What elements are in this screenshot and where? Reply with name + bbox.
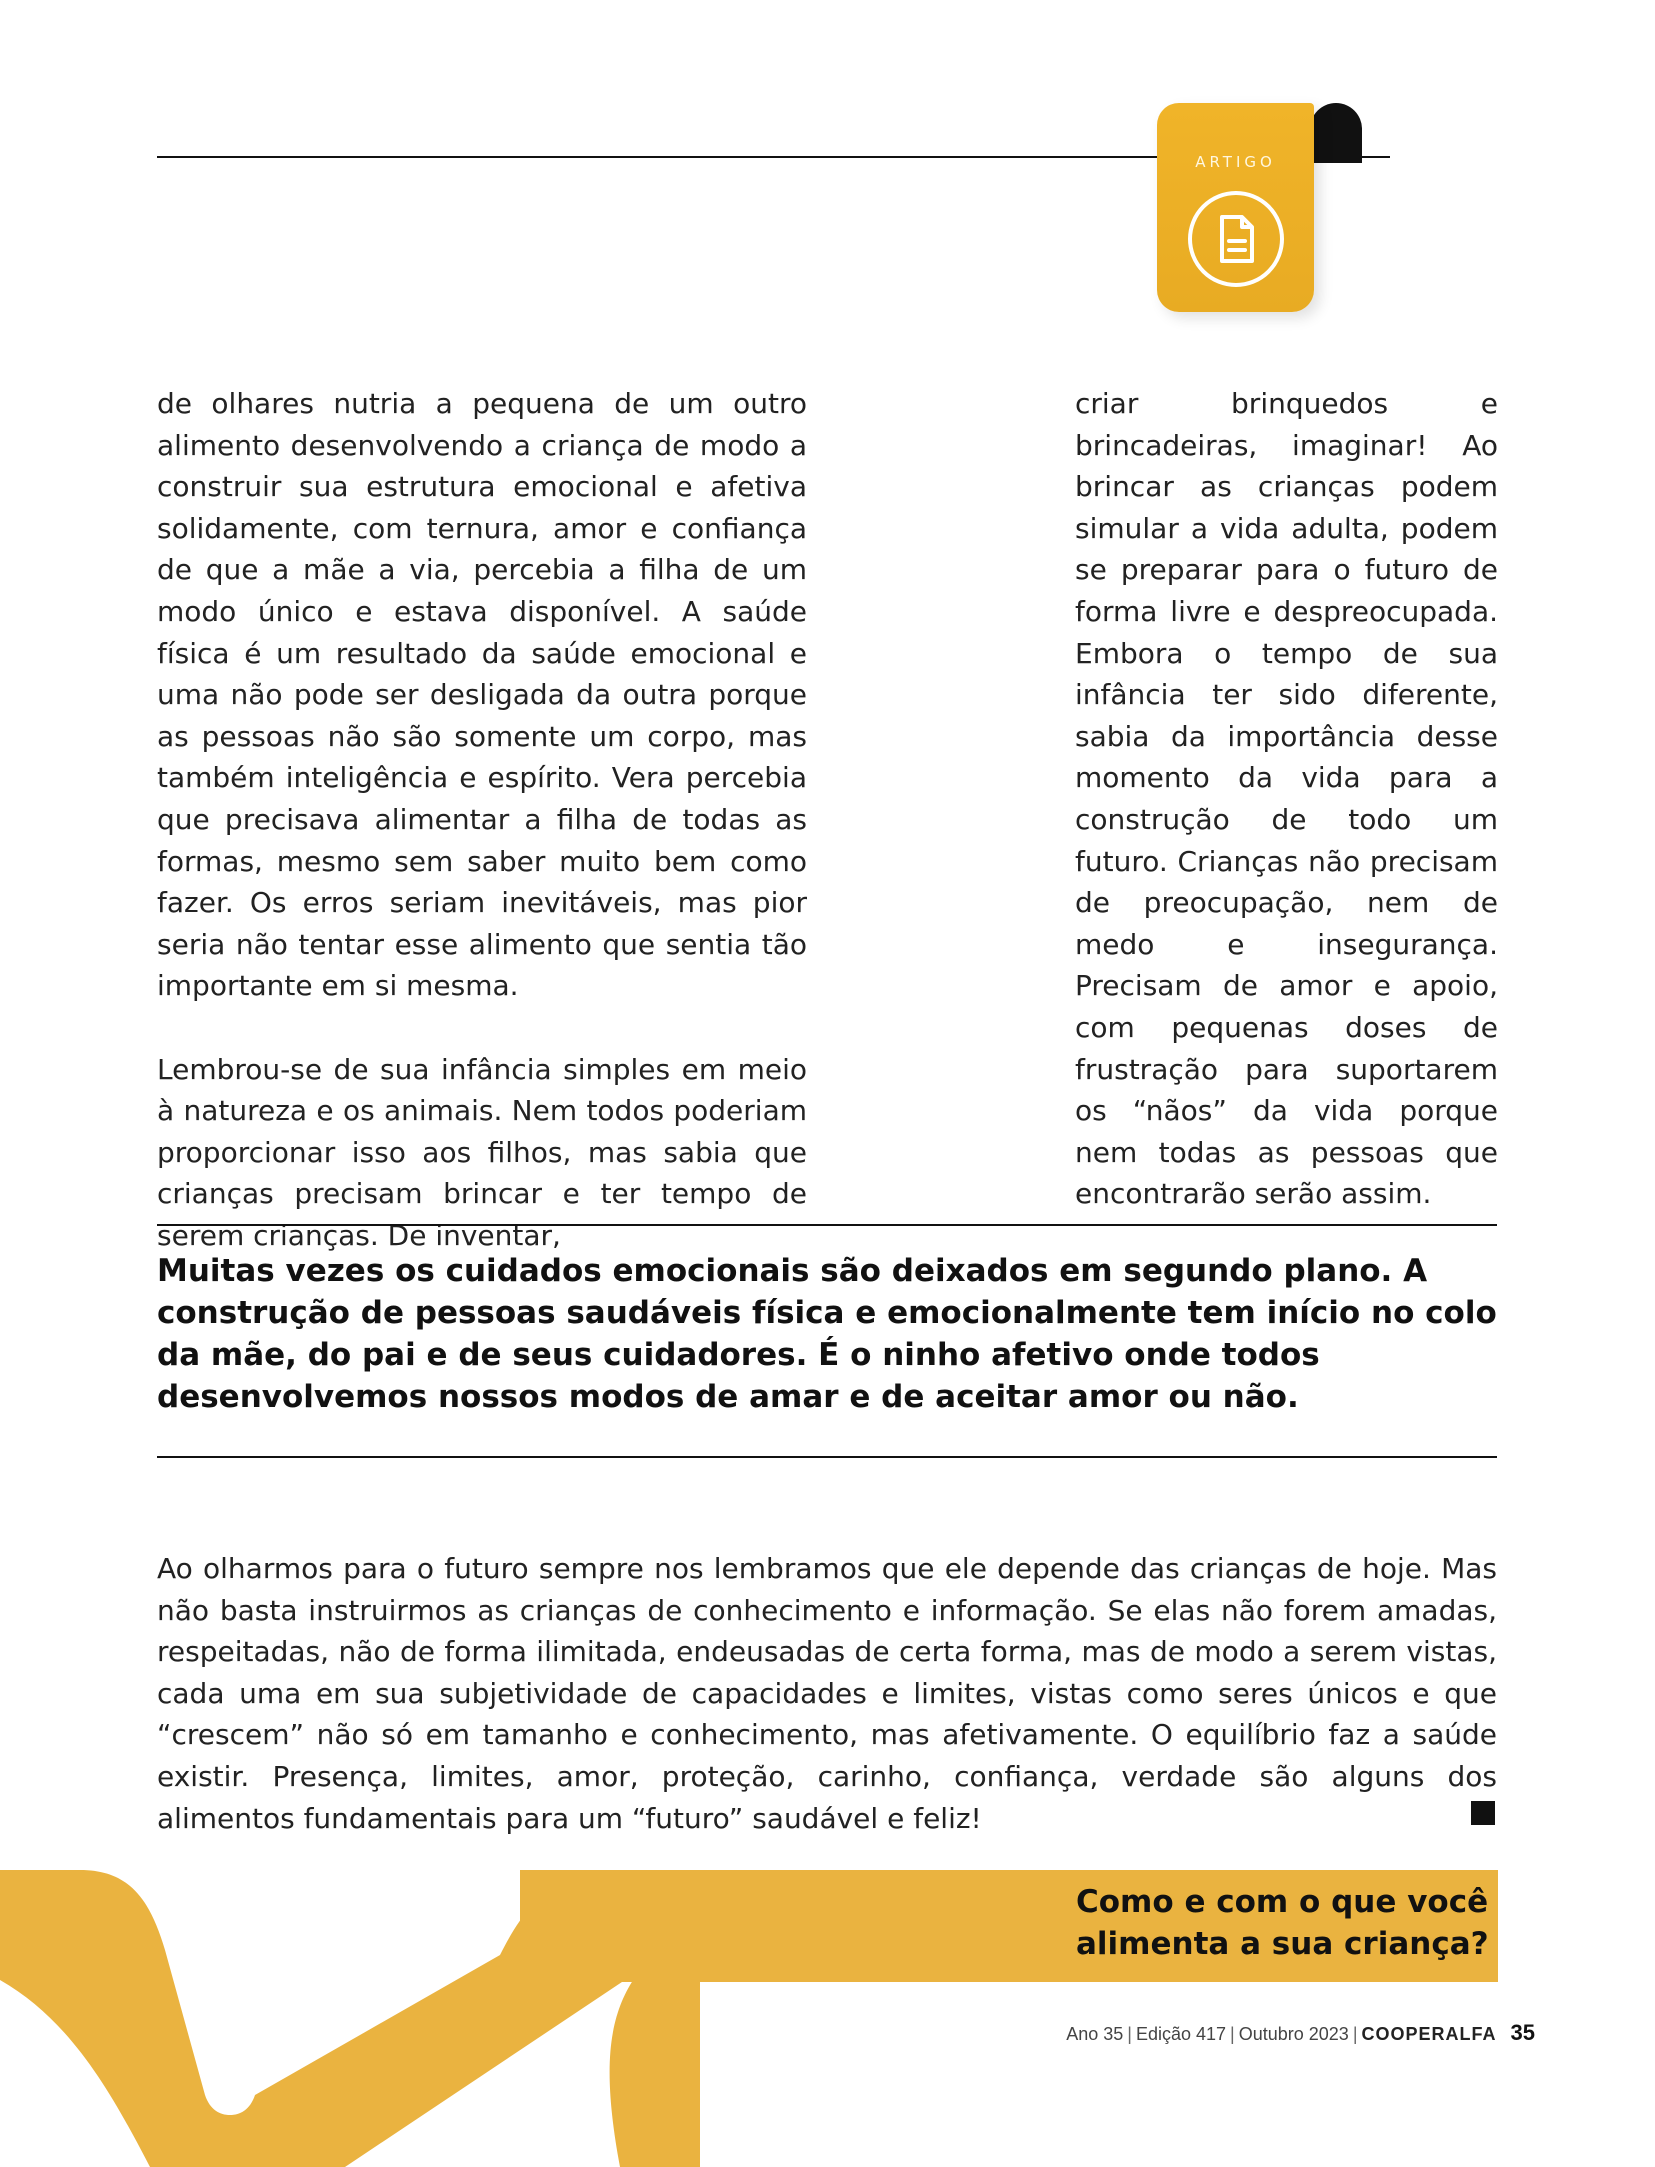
section-tag <box>1157 103 1314 312</box>
page-number: 35 <box>1510 2020 1535 2045</box>
document-icon <box>1186 189 1286 289</box>
footer-brand: COOPERALFA <box>1361 2024 1497 2044</box>
section-tag-label: ARTIGO <box>1195 153 1276 171</box>
paragraph: de olhares nutria a pequena de um outro alimento desenvolvendo a criança de modo a construir sua estrutura emocional e afetiva solidamente, com ternura, amor e confiança de que a mãe a via, percebia a filha de um modo único e estava disponível. A saúde física é um resultado da saúde emocional e uma não pode ser desligada da outra porque as pessoas não são somente um corpo, mas também inteligência e espírito. Vera percebia que precisava alimentar a filha de todas as formas, mesmo sem saber muito bem como fazer. Os erros seriam inevitáveis, mas pior seria não tentar esse alimento que sentia tão importante em si mesma. <box>157 387 807 1003</box>
ribbon-fold <box>1310 103 1362 163</box>
page-footer: Ano 35 | Edição 417 | Outubro 2023 | COOPERALFA 35 <box>1066 2020 1535 2045</box>
pull-quote-rule-top <box>157 1224 1497 1226</box>
footer-edition: Edição 417 <box>1135 2024 1227 2044</box>
end-of-article-mark <box>1471 1801 1495 1825</box>
article-column-right <box>1075 383 1498 1215</box>
question-text: Como e com o que você alimenta a sua criança? <box>1076 1884 1489 1962</box>
closing-paragraph: Ao olharmos para o futuro sempre nos lembramos que ele depende das crianças de hoje. Mas não basta instruirmos as crianças de conhecimento e informação. Se elas não forem amadas, respeitadas, não de forma ilimitada, endeusadas de certa forma, mas de modo a serem vistas, cada uma em sua subjetividade de capacidades e limites, vistas como seres únicos e que “crescem” não só em tamanho e conhecimento, mas afetivamente. O equilíbrio faz a saúde existir. Presença, limites, amor, proteção, carinho, confiança, verdade são alguns dos alimentos fundamentais para um “futuro” saudável e feliz! <box>157 1552 1497 1835</box>
pull-quote-rule-bottom <box>157 1456 1497 1458</box>
article-column-left <box>157 383 807 1256</box>
paragraph: Lembrou-se de sua infância simples em meio à natureza e os animais. Nem todos poderiam proporcionar isso aos filhos, mas sabia que crianças precisam brincar e ter tempo de serem crianças. De inventar, <box>157 1052 807 1252</box>
footer-year: Ano 35 <box>1066 2024 1124 2044</box>
pull-quote: Muitas vezes os cuidados emocionais são deixados em segundo plano. A construção de pessoas saudáveis física e emocionalmente tem início no colo da mãe, do pai e de seus cuidadores. É o ninho afetivo onde todos desenvolvemos nossos modos de amar e de aceitar amor ou não. <box>157 1253 1497 1415</box>
paragraph: criar brinquedos e brincadeiras, imaginar! Ao brincar as crianças podem simular a vida adulta, podem se preparar para o futuro de forma livre e despreocupada. Embora o tempo de sua infância ter sido diferente, sabia da importância desse momento da vida para a construção de todo um futuro. Crianças não precisam de preocupação, nem de medo e insegurança. Precisam de amor e apoio, com pequenas doses de frustração para suportarem os “nãos” da vida porque nem todas as pessoas que encontrarão serão assim. <box>1075 387 1498 1211</box>
footer-date: Outubro 2023 <box>1238 2024 1349 2044</box>
